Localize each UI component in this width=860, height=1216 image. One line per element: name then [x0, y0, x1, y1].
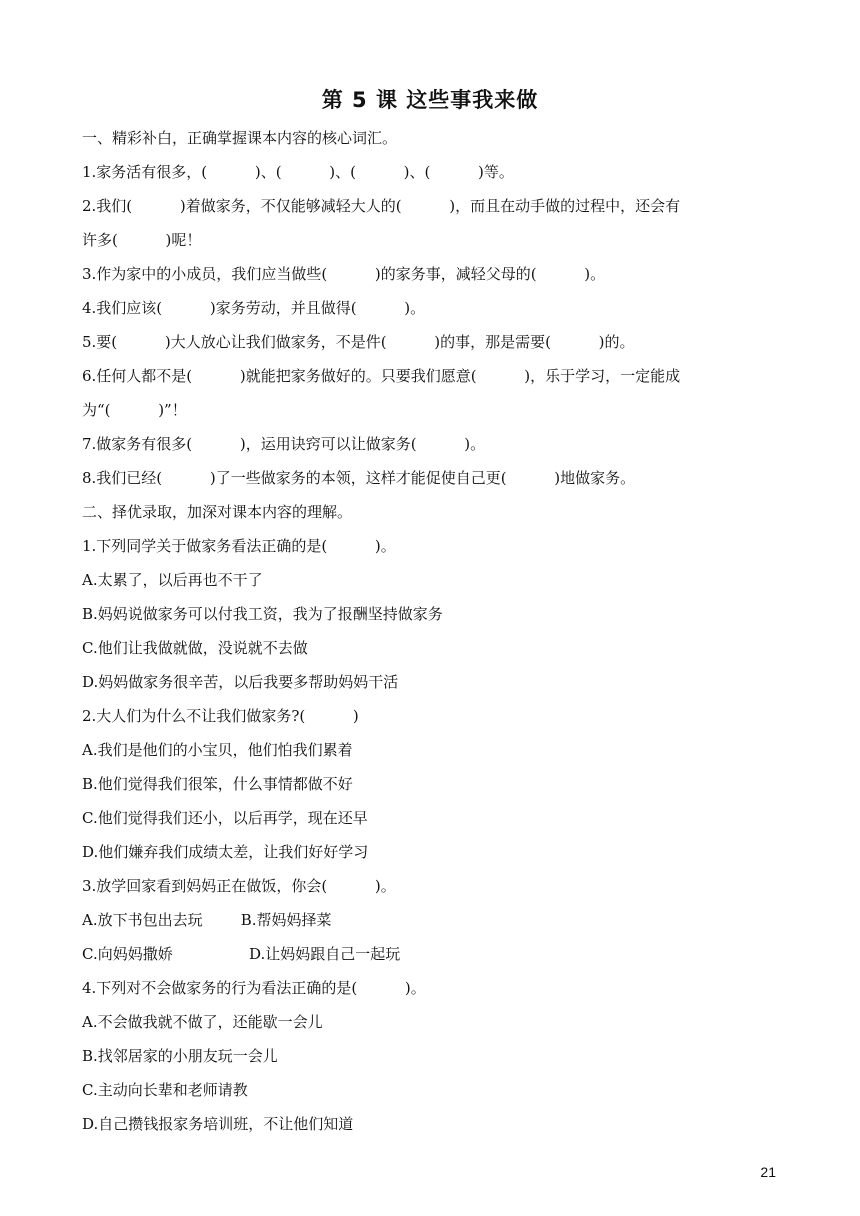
fill-blank-question: 8.我们已经( )了一些做家务的本领，这样才能促使自己更( )地做家务。: [82, 469, 636, 487]
choice-option: D.他们嫌弃我们成绩太差，让我们好好学习: [82, 843, 369, 861]
choice-question: 2.大人们为什么不让我们做家务?( ): [82, 707, 359, 725]
fill-blank-question: 6.任何人都不是( )就能把家务做好的。只要我们愿意( )，乐于学习，一定能成: [82, 367, 681, 385]
choice-option: C.向妈妈撒娇 D.让妈妈跟自己一起玩: [82, 945, 401, 963]
fill-blank-question-continued: 为“( )”！: [82, 401, 187, 419]
choice-question: 4.下列对不会做家务的行为看法正确的是( )。: [82, 979, 426, 997]
fill-blank-question: 3.作为家中的小成员，我们应当做些( )的家务事，减轻父母的( )。: [82, 265, 606, 283]
fill-blank-question: 7.做家务有很多( )，运用诀窍可以让做家务( )。: [82, 435, 486, 453]
choice-option: A.我们是他们的小宝贝，他们怕我们累着: [82, 741, 353, 759]
choice-option: A.太累了，以后再也不干了: [82, 571, 263, 589]
section-heading: 二、择优录取，加深对课本内容的理解。: [82, 503, 353, 521]
choice-question: 1.下列同学关于做家务看法正确的是( )。: [82, 537, 396, 555]
choice-option: B.妈妈说做家务可以付我工资，我为了报酬坚持做家务: [82, 605, 443, 623]
choice-question: 3.放学回家看到妈妈正在做饭，你会( )。: [82, 877, 396, 895]
choice-option: B.找邻居家的小朋友玩一会儿: [82, 1047, 278, 1065]
fill-blank-question: 4.我们应该( )家务劳动，并且做得( )。: [82, 299, 426, 317]
fill-blank-question: 5.要( )大人放心让我们做家务，不是件( )的事，那是需要( )的。: [82, 333, 635, 351]
choice-option: B.他们觉得我们很笨，什么事情都做不好: [82, 775, 353, 793]
fill-blank-question-continued: 许多( )呢！: [82, 231, 202, 249]
choice-option: A.放下书包出去玩 B.帮妈妈择菜: [82, 911, 332, 929]
page-number: 21: [760, 1164, 776, 1180]
choice-option: D.自己攒钱报家务培训班，不让他们知道: [82, 1115, 354, 1133]
choice-option: C.他们让我做就做，没说就不去做: [82, 639, 308, 657]
choice-option: C.主动向长辈和老师请教: [82, 1081, 248, 1099]
lesson-title: 第 5 课 这些事我来做: [321, 88, 539, 112]
fill-blank-question: 1.家务活有很多，( )、( )、( )、( )等。: [82, 163, 514, 181]
section-heading: 一、精彩补白，正确掌握课本内容的核心词汇。: [82, 129, 398, 147]
choice-option: D.妈妈做家务很辛苦，以后我要多帮助妈妈干活: [82, 673, 399, 691]
choice-option: A.不会做我就不做了，还能歇一会儿: [82, 1013, 323, 1031]
fill-blank-question: 2.我们( )着做家务，不仅能够减轻大人的( )，而且在动手做的过程中，还会有: [82, 197, 681, 215]
choice-option: C.他们觉得我们还小，以后再学，现在还早: [82, 809, 368, 827]
